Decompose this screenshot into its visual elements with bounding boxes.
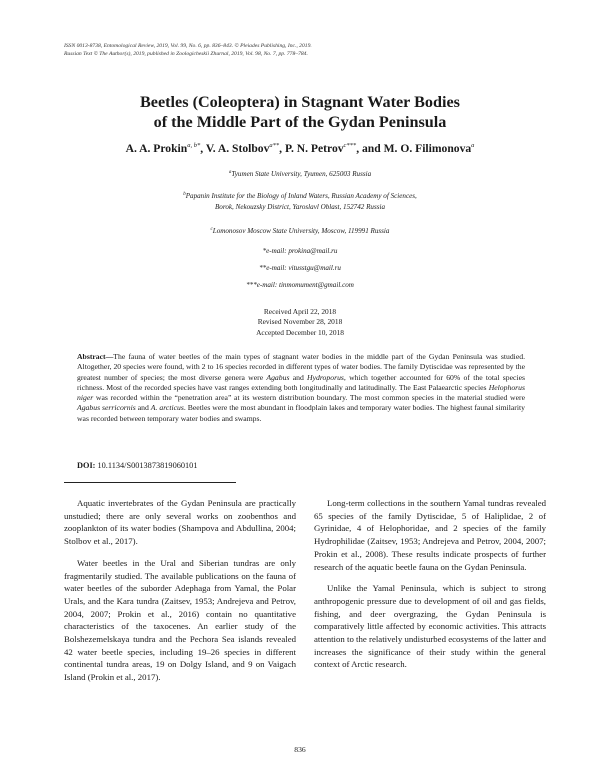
affil-text-line-1: Papanin Institute for the Biology of Inland Waters, Russian Academy of Sciences, bbox=[185, 192, 417, 200]
abstract-text: . Beetles were the most abundant in floodplain lakes and temporary water bodies. The highest faunal similarity was recorded between temporary water bodies and swamps. bbox=[77, 403, 525, 423]
date-revised: Revised November 28, 2018 bbox=[257, 317, 343, 327]
author-name: A. A. Prokin bbox=[125, 142, 188, 155]
species-name: Helophorus niger bbox=[77, 382, 525, 403]
abstract-text: and bbox=[289, 372, 308, 382]
email-list bbox=[60, 246, 540, 291]
article-title bbox=[60, 92, 540, 132]
genus-name: Agabus bbox=[266, 372, 290, 382]
author-name: M. O. Filimonova bbox=[383, 142, 472, 155]
author-affil-mark: a bbox=[471, 142, 475, 149]
abstract-text: , which together accounted for 60% of the total species richness. Most of the recorded species have vast ranges extending both longitudinally and latitudinally. The East Palaearctic species bbox=[77, 372, 525, 392]
affiliation-a bbox=[60, 167, 540, 180]
affil-text: Lomonosov Moscow State University, Moscow, 119991 Russia bbox=[212, 227, 390, 235]
affil-mark: a bbox=[228, 170, 232, 175]
doi-link[interactable]: 10.1134/S0013873819060101 bbox=[95, 461, 198, 470]
email-3: ***e-mail: tinmomument@gmail.com bbox=[246, 281, 354, 289]
author-name: P. N. Petrov bbox=[284, 142, 344, 155]
author-name: V. A. Stolbov bbox=[205, 142, 270, 155]
author-affil-mark: a, b* bbox=[187, 142, 201, 149]
date-accepted: Accepted December 10, 2018 bbox=[256, 327, 344, 337]
author-affil-mark: a** bbox=[269, 142, 280, 149]
abstract-text: and bbox=[135, 403, 151, 413]
article-dates bbox=[60, 307, 540, 338]
author-list bbox=[60, 142, 540, 155]
affil-mark: c bbox=[210, 227, 213, 232]
affiliation-c bbox=[60, 224, 540, 237]
body-paragraph: Water beetles in the Ural and Siberian tundras are only fragmentarily studied. The available publications on the fauna of water beetles of the suborder Adephaga from Yamal, the Polar Urals, and the Kara tundra (Zaitsev, 1953; Andrejeva and Petrov, 2004, 2007; Prokin et al., 2016) contain no quantitative characteristics of the taxocenes. An earlier study of the Bolshezemelskaya tundra and the Pechora Sea islands revealed 42 water beetle species, including 19–26 species in different continental tundra areas, 19 on Dolgy Island, and 9 on Vaigach Island (Prokin et al., 2017). bbox=[64, 557, 296, 683]
species-name: Agabus serricornis bbox=[77, 403, 136, 413]
body-paragraph: Long-term collections in the southern Yamal tundras revealed 65 species of the family Dytiscidae, 5 of Haliplidae, 2 of Gyrinidae, 4 of Helophoridae, and 2 species of the family Hydrophilidae (Zaitsev, 1953; Andrejeva and Petrov, 2004, 2007; Prokin et al., 2008). These results indicate prospects of further research of the aquatic beetle fauna on the Gydan Peninsula. bbox=[314, 498, 546, 572]
affil-text: Tyumen State University, Tyumen, 625003 Russia bbox=[231, 170, 372, 178]
journal-header-line-1: ISSN 0013-8738, Entomological Review, 2019, Vol. 99, No. 6, pp. 836–843. © Pleiades Publishing, Inc., 2019. bbox=[64, 43, 312, 49]
affiliation-b bbox=[60, 189, 540, 213]
doi bbox=[77, 461, 197, 470]
abstract-text: was recorded within the “penetration area” at its western distribution boundary. The most common species in the material studied were bbox=[93, 393, 525, 403]
abstract-label: Abstract bbox=[77, 352, 106, 361]
abstract-dash: — bbox=[105, 352, 114, 361]
body-column-left bbox=[64, 497, 296, 693]
body-paragraph: Aquatic invertebrates of the Gydan Peninsula are practically unstudied; there are only several works on zoobenthos and zooplankton of its water bodies (Shampova and Abdullina, 2004; Stolbov et al., 2017). bbox=[64, 498, 296, 547]
body-paragraph: Unlike the Yamal Peninsula, which is subject to strong anthropogenic pressure due to development of oil and gas fields, fishing, and deer overgrazing, the Gydan Peninsula is comparatively little affected by economic activities. This attracts attention to the relatively undisturbed ecosystems of the latter and increases the significance of their study within the general context of Arctic research. bbox=[314, 583, 546, 670]
article-title-line-1: Beetles (Coleoptera) in Stagnant Water Bodies bbox=[140, 93, 460, 111]
affil-text-line-2: Borok, Nekouzsky District, Yaroslavl Oblast, 152742 Russia bbox=[214, 203, 386, 211]
article-title-line-2: of the Middle Part of the Gydan Peninsula bbox=[153, 113, 447, 131]
journal-header bbox=[64, 42, 544, 58]
author-separator: , and bbox=[356, 142, 384, 155]
abstract bbox=[77, 352, 525, 424]
author-separator: , bbox=[200, 142, 206, 155]
page-number: 836 bbox=[294, 745, 306, 754]
body-column-right bbox=[314, 497, 546, 680]
doi-label: DOI: bbox=[77, 461, 96, 470]
email-2: **e-mail: vitusstgu@mail.ru bbox=[259, 264, 341, 272]
abstract-text: The fauna of water beetles of the main types of stagnant water bodies in the middle part of the Gydan Peninsula was studied. Altogether, 20 species were found, with 2 to 16 species recorded in different types of water bodies. The family Dytiscidae was represented by the greatest number of species; the most diverse genera were bbox=[77, 352, 525, 382]
species-name: A. arcticus bbox=[150, 403, 184, 413]
author-affil-mark: c*** bbox=[343, 142, 357, 149]
journal-header-line-2: Russian Text © The Author(s), 2019, published in Zoologicheskii Zhurnal, 2019, Vol. 98, No. 7, pp. 778–784. bbox=[64, 51, 308, 58]
author-separator: , bbox=[279, 142, 285, 155]
email-1: *e-mail: prokina@mail.ru bbox=[262, 247, 338, 255]
section-divider bbox=[64, 482, 236, 483]
date-received: Received April 22, 2018 bbox=[263, 307, 337, 316]
genus-name: Hydroporus bbox=[307, 372, 344, 382]
affil-mark: b bbox=[183, 192, 186, 197]
